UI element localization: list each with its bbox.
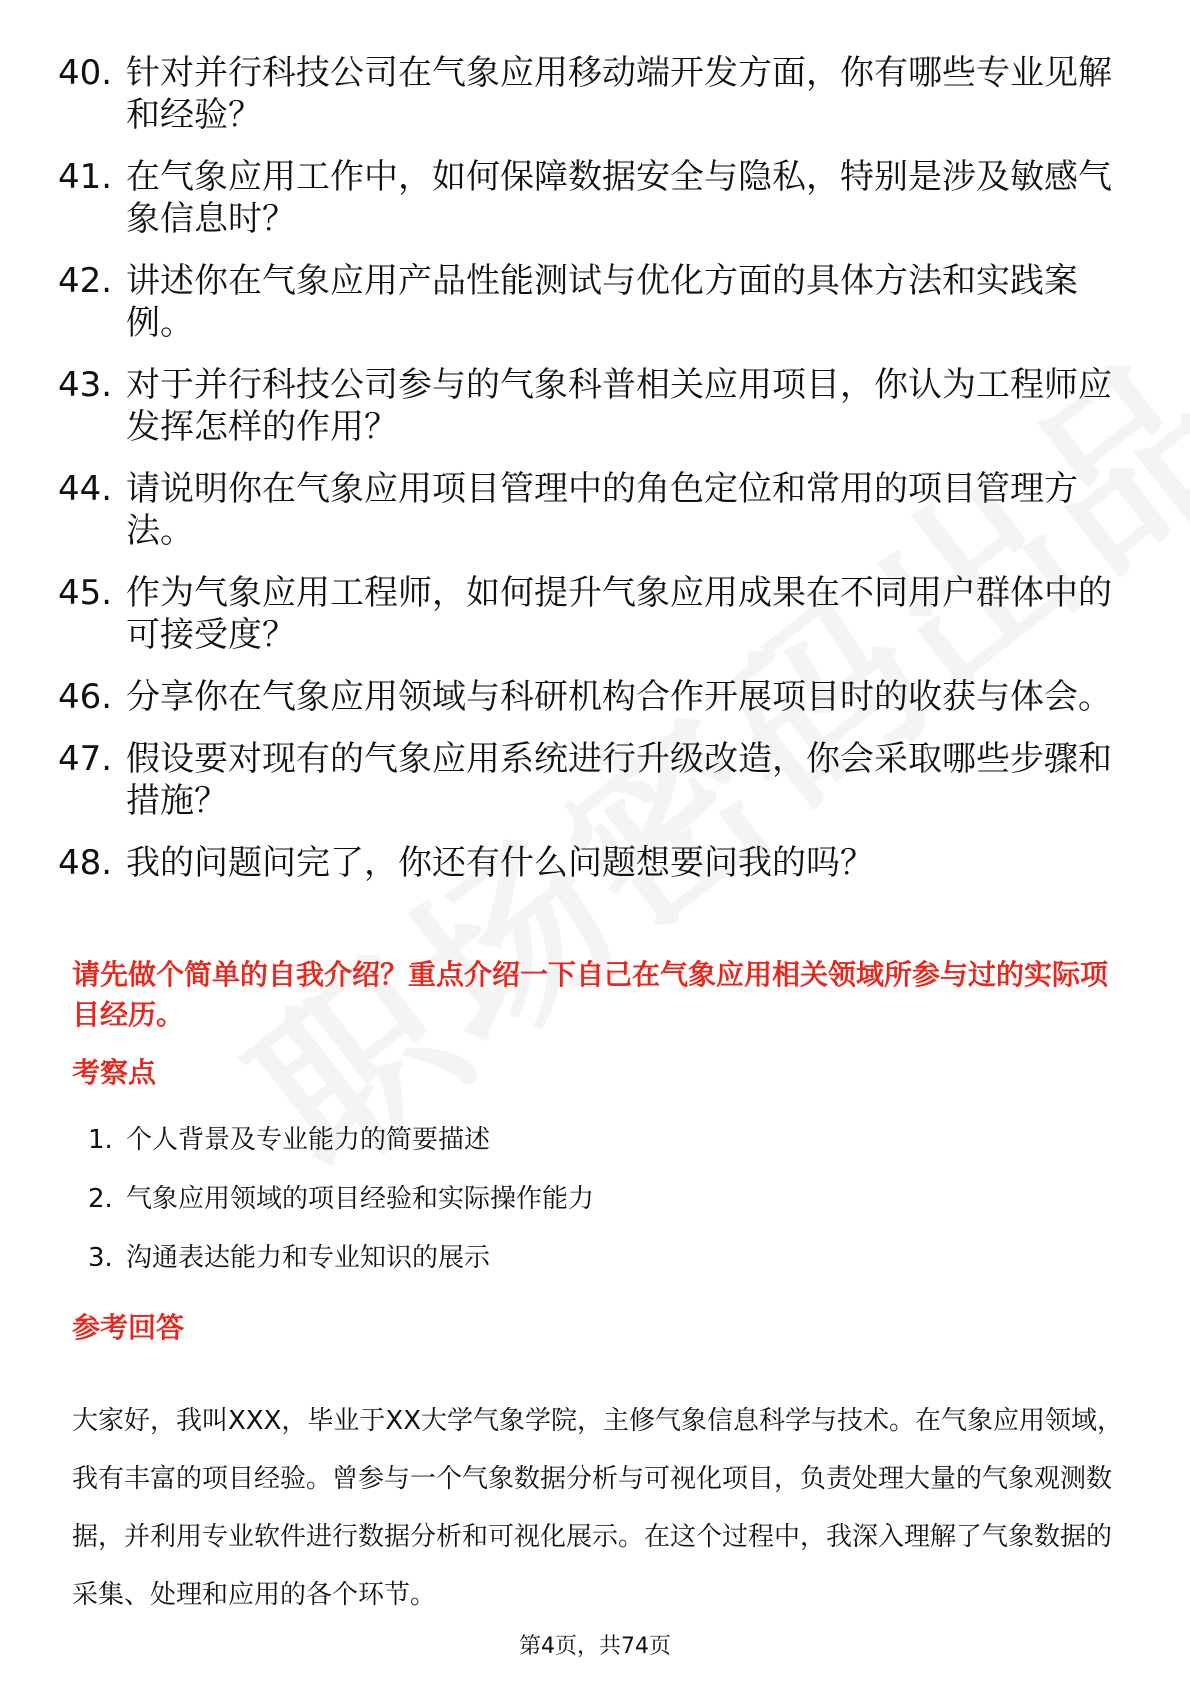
question-item bbox=[58, 364, 1128, 448]
question-item bbox=[58, 572, 1128, 656]
page-footer: 第4页，共74页 bbox=[519, 1634, 671, 1659]
question-number: 42. bbox=[58, 261, 113, 301]
question-text: 作为气象应用工程师，如何提升气象应用成果在不同用户群体中的可接受度？ bbox=[126, 573, 1112, 655]
question-text: 假设要对现有的气象应用系统进行升级改造，你会采取哪些步骤和措施？ bbox=[126, 739, 1112, 821]
question-item bbox=[58, 52, 1128, 136]
point-number: 2. bbox=[88, 1184, 113, 1214]
point-text: 个人背景及专业能力的简要描述 bbox=[126, 1125, 491, 1155]
point-number: 1. bbox=[88, 1125, 113, 1155]
question-item bbox=[58, 156, 1128, 240]
point-text: 气象应用领域的项目经验和实际操作能力 bbox=[126, 1184, 595, 1214]
answer-heading: 参考回答 bbox=[72, 1311, 185, 1344]
question-text: 在气象应用工作中，如何保障数据安全与隐私，特别是涉及敏感气象信息时？ bbox=[126, 157, 1112, 239]
question-text: 讲述你在气象应用产品性能测试与优化方面的具体方法和实践案例。 bbox=[126, 261, 1078, 343]
question-number: 43. bbox=[58, 365, 113, 405]
question-number: 48. bbox=[58, 843, 113, 883]
question-text: 分享你在气象应用领域与科研机构合作开展项目时的收获与体会。 bbox=[126, 677, 1112, 717]
question-text: 对于并行科技公司参与的气象科普相关应用项目，你认为工程师应发挥怎样的作用？ bbox=[126, 365, 1112, 447]
assessment-point bbox=[88, 1122, 1088, 1158]
assessment-point bbox=[88, 1181, 1088, 1217]
assessment-point bbox=[88, 1240, 1088, 1276]
assessment-heading: 考察点 bbox=[72, 1056, 157, 1089]
question-number: 47. bbox=[58, 739, 113, 779]
question-item bbox=[58, 260, 1128, 344]
point-number: 3. bbox=[88, 1243, 113, 1273]
question-item bbox=[58, 842, 1128, 884]
point-text: 沟通表达能力和专业知识的展示 bbox=[126, 1243, 491, 1273]
question-item bbox=[58, 468, 1128, 552]
question-text: 我的问题问完了，你还有什么问题想要问我的吗？ bbox=[126, 843, 874, 883]
question-item bbox=[58, 676, 1128, 718]
question-number: 41. bbox=[58, 157, 113, 197]
question-list bbox=[58, 52, 1128, 904]
question-text: 针对并行科技公司在气象应用移动端开发方面，你有哪些专业见解和经验？ bbox=[126, 53, 1112, 135]
assessment-points bbox=[88, 1122, 1088, 1299]
question-number: 40. bbox=[58, 53, 113, 93]
question-number: 46. bbox=[58, 677, 113, 717]
question-number: 44. bbox=[58, 469, 113, 509]
question-number: 45. bbox=[58, 573, 113, 613]
question-item bbox=[58, 738, 1128, 822]
answer-paragraph: 大家好，我叫XXX，毕业于XX大学气象学院，主修气象信息科学与技术。在气象应用领域，我有丰富的项目经验。曾参与一个气象数据分析与可视化项目，负责处理大量的气象观测数据，并利用专业软件进行数据分析和可视化展示。在这个过程中，我深入理解了气象数据的采集、处理和应用的各个环节。 bbox=[72, 1406, 1124, 1610]
question-text: 请说明你在气象应用项目管理中的角色定位和常用的项目管理方法。 bbox=[126, 469, 1078, 551]
section-title: 请先做个简单的自我介绍？重点介绍一下自己在气象应用相关领域所参与过的实际项目经历。 bbox=[72, 958, 1109, 1031]
